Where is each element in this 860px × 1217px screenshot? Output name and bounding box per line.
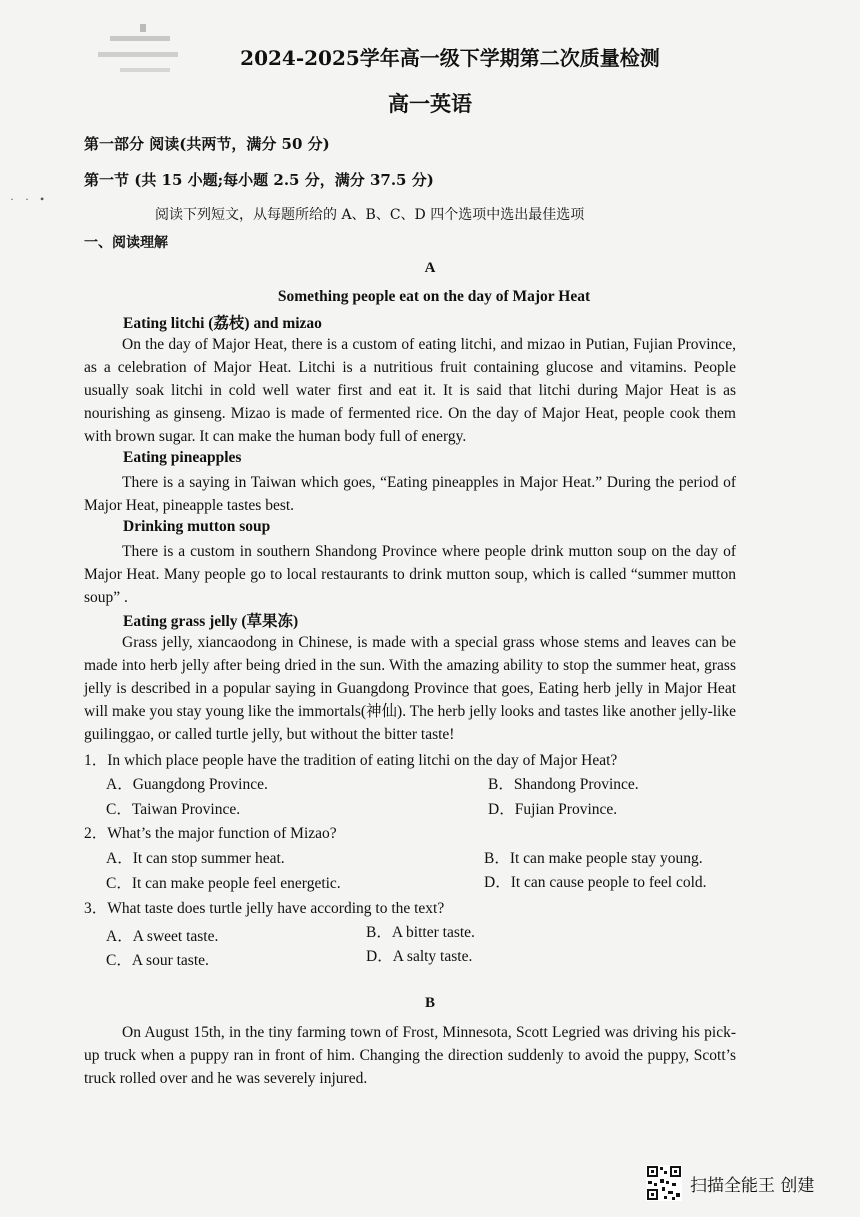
scanner-label: 扫描全能王 创建 (690, 1175, 815, 1196)
question-3-stem: 3．What taste does turtle jelly have according to the text? (84, 900, 445, 917)
part-heading: 第一部分 阅读(共两节，满分 50 分) (84, 135, 330, 153)
passage-a-letter: A (424, 260, 436, 276)
question-2-option-d[interactable]: D．It can cause people to feel cold. (484, 874, 707, 891)
instruction-text: 阅读下列短文，从每题所给的 A、B、C、D 四个选项中选出最佳选项 (155, 207, 585, 223)
question-1-option-b[interactable]: B．Shandong Province. (488, 776, 639, 793)
exam-subject: 高一英语 (388, 91, 472, 116)
qr-code-icon (646, 1165, 682, 1201)
question-1-option-a[interactable]: A．Guangdong Province. (106, 776, 268, 793)
question-2-stem: 2．What’s the major function of Mizao? (84, 825, 337, 842)
question-3-option-a[interactable]: A．A sweet taste. (106, 928, 219, 945)
paragraph-grass-jelly-text: Grass jelly, xiancaodong in Chinese, is made with a special grass whose stems and leaves can be made into herb jelly after being dried in the sun. With the amazing ability to stop the summer heat, grass jelly is described in a popular saying in Guangdong Province that goes, Eating herb jelly in Major Heat will make you stay young like the immortals(神仙). The herb jelly looks and tastes like another jelly-like guilinggao, or called turtle jelly, but without the bitter taste! (84, 634, 736, 743)
paragraph-grass-jelly (84, 631, 736, 746)
subheading-litchi: Eating litchi (荔枝) and mizao (123, 315, 322, 332)
scan-dots: · · • (10, 192, 49, 206)
passage-b-letter: B (424, 995, 435, 1011)
question-2-option-c[interactable]: C．It can make people feel energetic. (106, 875, 341, 892)
paragraph-passage-b (84, 1021, 736, 1090)
question-3-option-c[interactable]: C．A sour taste. (106, 952, 209, 969)
paragraph-passage-b-text: On August 15th, in the tiny farming town of Frost, Minnesota, Scott Legried was driving his pick-up truck when a puppy ran in front of him. Changing the direction suddenly to avoid the puppy, Scott’s truck rolled over and he was severely injured. (84, 1024, 736, 1087)
subheading-mutton: Drinking mutton soup (123, 518, 271, 535)
question-3-option-b[interactable]: B．A bitter taste. (366, 924, 475, 941)
subheading-pineapples: Eating pineapples (123, 449, 242, 466)
paragraph-litchi-text: On the day of Major Heat, there is a custom of eating litchi, and mizao in Putian, Fujian Province, as a celebration of Major Heat. Litchi is a nutritious fruit containing glucose and vitamins. People usually soak litchi in cold well water first and eat it. It is said that litchi during Major Heat is as nourishing as ginseng. Mizao is made of fermented rice. On the day of Major Heat, people cook them with brown sugar. It can make the human body full of energy. (84, 336, 736, 445)
paragraph-pineapples-text: There is a saying in Taiwan which goes, “Eating pineapples in Major Heat.” During the period of Major Heat, pineapple tastes best. (84, 474, 736, 514)
scanner-watermark (646, 1163, 846, 1203)
exam-title: 2024-2025学年高一级下学期第二次质量检测 (240, 46, 660, 70)
question-1-option-c[interactable]: C．Taiwan Province. (106, 801, 241, 818)
paragraph-mutton (84, 540, 736, 609)
section-heading: 第一节 (共 15 小题;每小题 2.5 分，满分 37.5 分) (84, 171, 434, 189)
reading-label: 一、阅读理解 (84, 235, 168, 251)
passage-a-title: Something people eat on the day of Major Heat (277, 288, 591, 305)
question-2-option-a[interactable]: A．It can stop summer heat. (106, 850, 285, 867)
question-2-option-b[interactable]: B．It can make people stay young. (484, 850, 703, 867)
paragraph-pineapples (84, 471, 736, 517)
paragraph-mutton-text: There is a custom in southern Shandong Province where people drink mutton soup on the day of Major Heat. Many people go to local restaurants to drink mutton soup, which is called “summer mutton soup” . (84, 543, 736, 606)
question-3-option-d[interactable]: D．A salty taste. (366, 948, 473, 965)
paragraph-litchi (84, 333, 736, 448)
subheading-grass-jelly: Eating grass jelly (草果冻) (123, 613, 299, 630)
question-1-option-d[interactable]: D．Fujian Province. (488, 801, 618, 818)
question-1-stem: 1．In which place people have the tradition of eating litchi on the day of Major Heat? (84, 752, 618, 769)
